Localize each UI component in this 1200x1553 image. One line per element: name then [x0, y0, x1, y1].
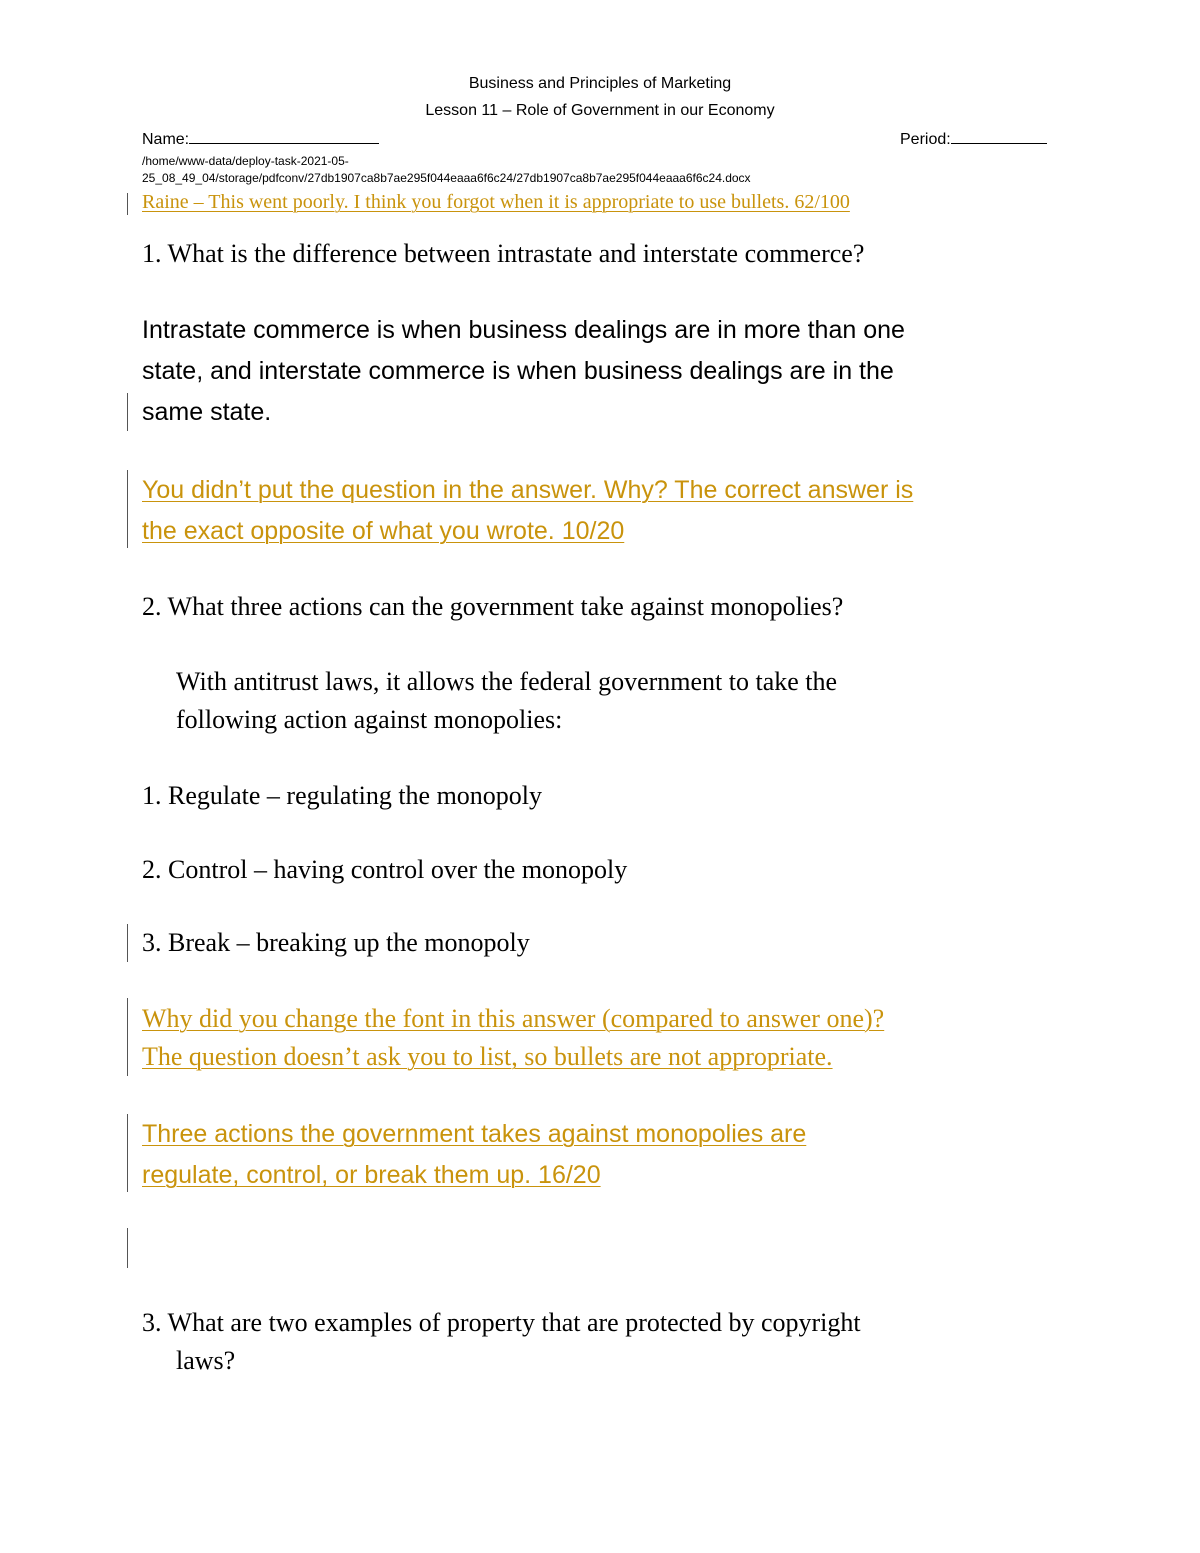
question-3-line-1: 3. What are two examples of property that are protected by copyright: [142, 1308, 861, 1337]
question-1: 1. What is the difference between intrastate and interstate commerce?: [142, 239, 865, 268]
revision-bar: [127, 924, 128, 962]
q2-intro-line-2: following action against monopolies:: [176, 705, 563, 734]
revision-bar: [127, 193, 128, 215]
lesson-title: Lesson 11 – Role of Government in our Economy: [425, 102, 775, 119]
period-label: Period:: [900, 131, 951, 148]
q2-feedback-line-1: Why did you change the font in this answer (compared to answer one)?: [142, 1004, 885, 1033]
q1-answer-line-2: state, and interstate commerce is when business dealings are in the: [142, 357, 894, 385]
period-field: [900, 129, 1047, 149]
period-blank: [951, 129, 1047, 144]
q2-list-item-2: 2. Control – having control over the monopoly: [142, 855, 628, 884]
q1-answer-line-3: same state.: [142, 398, 272, 426]
revision-bar: [127, 470, 128, 548]
q1-answer-line-1: Intrastate commerce is when business dealings are in more than one: [142, 316, 905, 344]
q2-model-answer-line-1: Three actions the government takes against monopolies are: [142, 1120, 807, 1148]
name-field: [142, 129, 379, 149]
name-label: Name:: [142, 131, 190, 148]
question-3-line-2: laws?: [176, 1346, 236, 1375]
file-path-line-2: 25_08_49_04/storage/pdfconv/27db1907ca8b7ae295f044eaaa6f6c24/27db1907ca8b7ae295f044eaaa6f6c24.docx: [142, 171, 751, 185]
q2-intro-line-1: With antitrust laws, it allows the federal government to take the: [176, 667, 838, 696]
revision-bar: [127, 393, 128, 431]
course-title: Business and Principles of Marketing: [468, 75, 732, 92]
revision-bar: [127, 1114, 128, 1192]
q2-model-answer-line-2: regulate, control, or break them up. 16/20: [142, 1161, 601, 1189]
revision-bar: [127, 1228, 128, 1268]
q2-list-item-3: 3. Break – breaking up the monopoly: [142, 928, 530, 957]
name-blank: [189, 129, 379, 144]
revision-bar: [127, 998, 128, 1076]
file-path-line-1: /home/www-data/deploy-task-2021-05-: [142, 154, 349, 168]
q2-list-item-1: 1. Regulate – regulating the monopoly: [142, 781, 543, 810]
question-2: 2. What three actions can the government take against monopolies?: [142, 592, 844, 621]
q2-feedback-line-2: The question doesn’t ask you to list, so bullets are not appropriate.: [142, 1042, 833, 1071]
q1-feedback-line-2: the exact opposite of what you wrote. 10/20: [142, 517, 625, 545]
q1-feedback-line-1: You didn’t put the question in the answer. Why? The correct answer is: [142, 476, 914, 504]
overall-feedback: Raine – This went poorly. I think you forgot when it is appropriate to use bullets. 62/100: [142, 191, 850, 213]
